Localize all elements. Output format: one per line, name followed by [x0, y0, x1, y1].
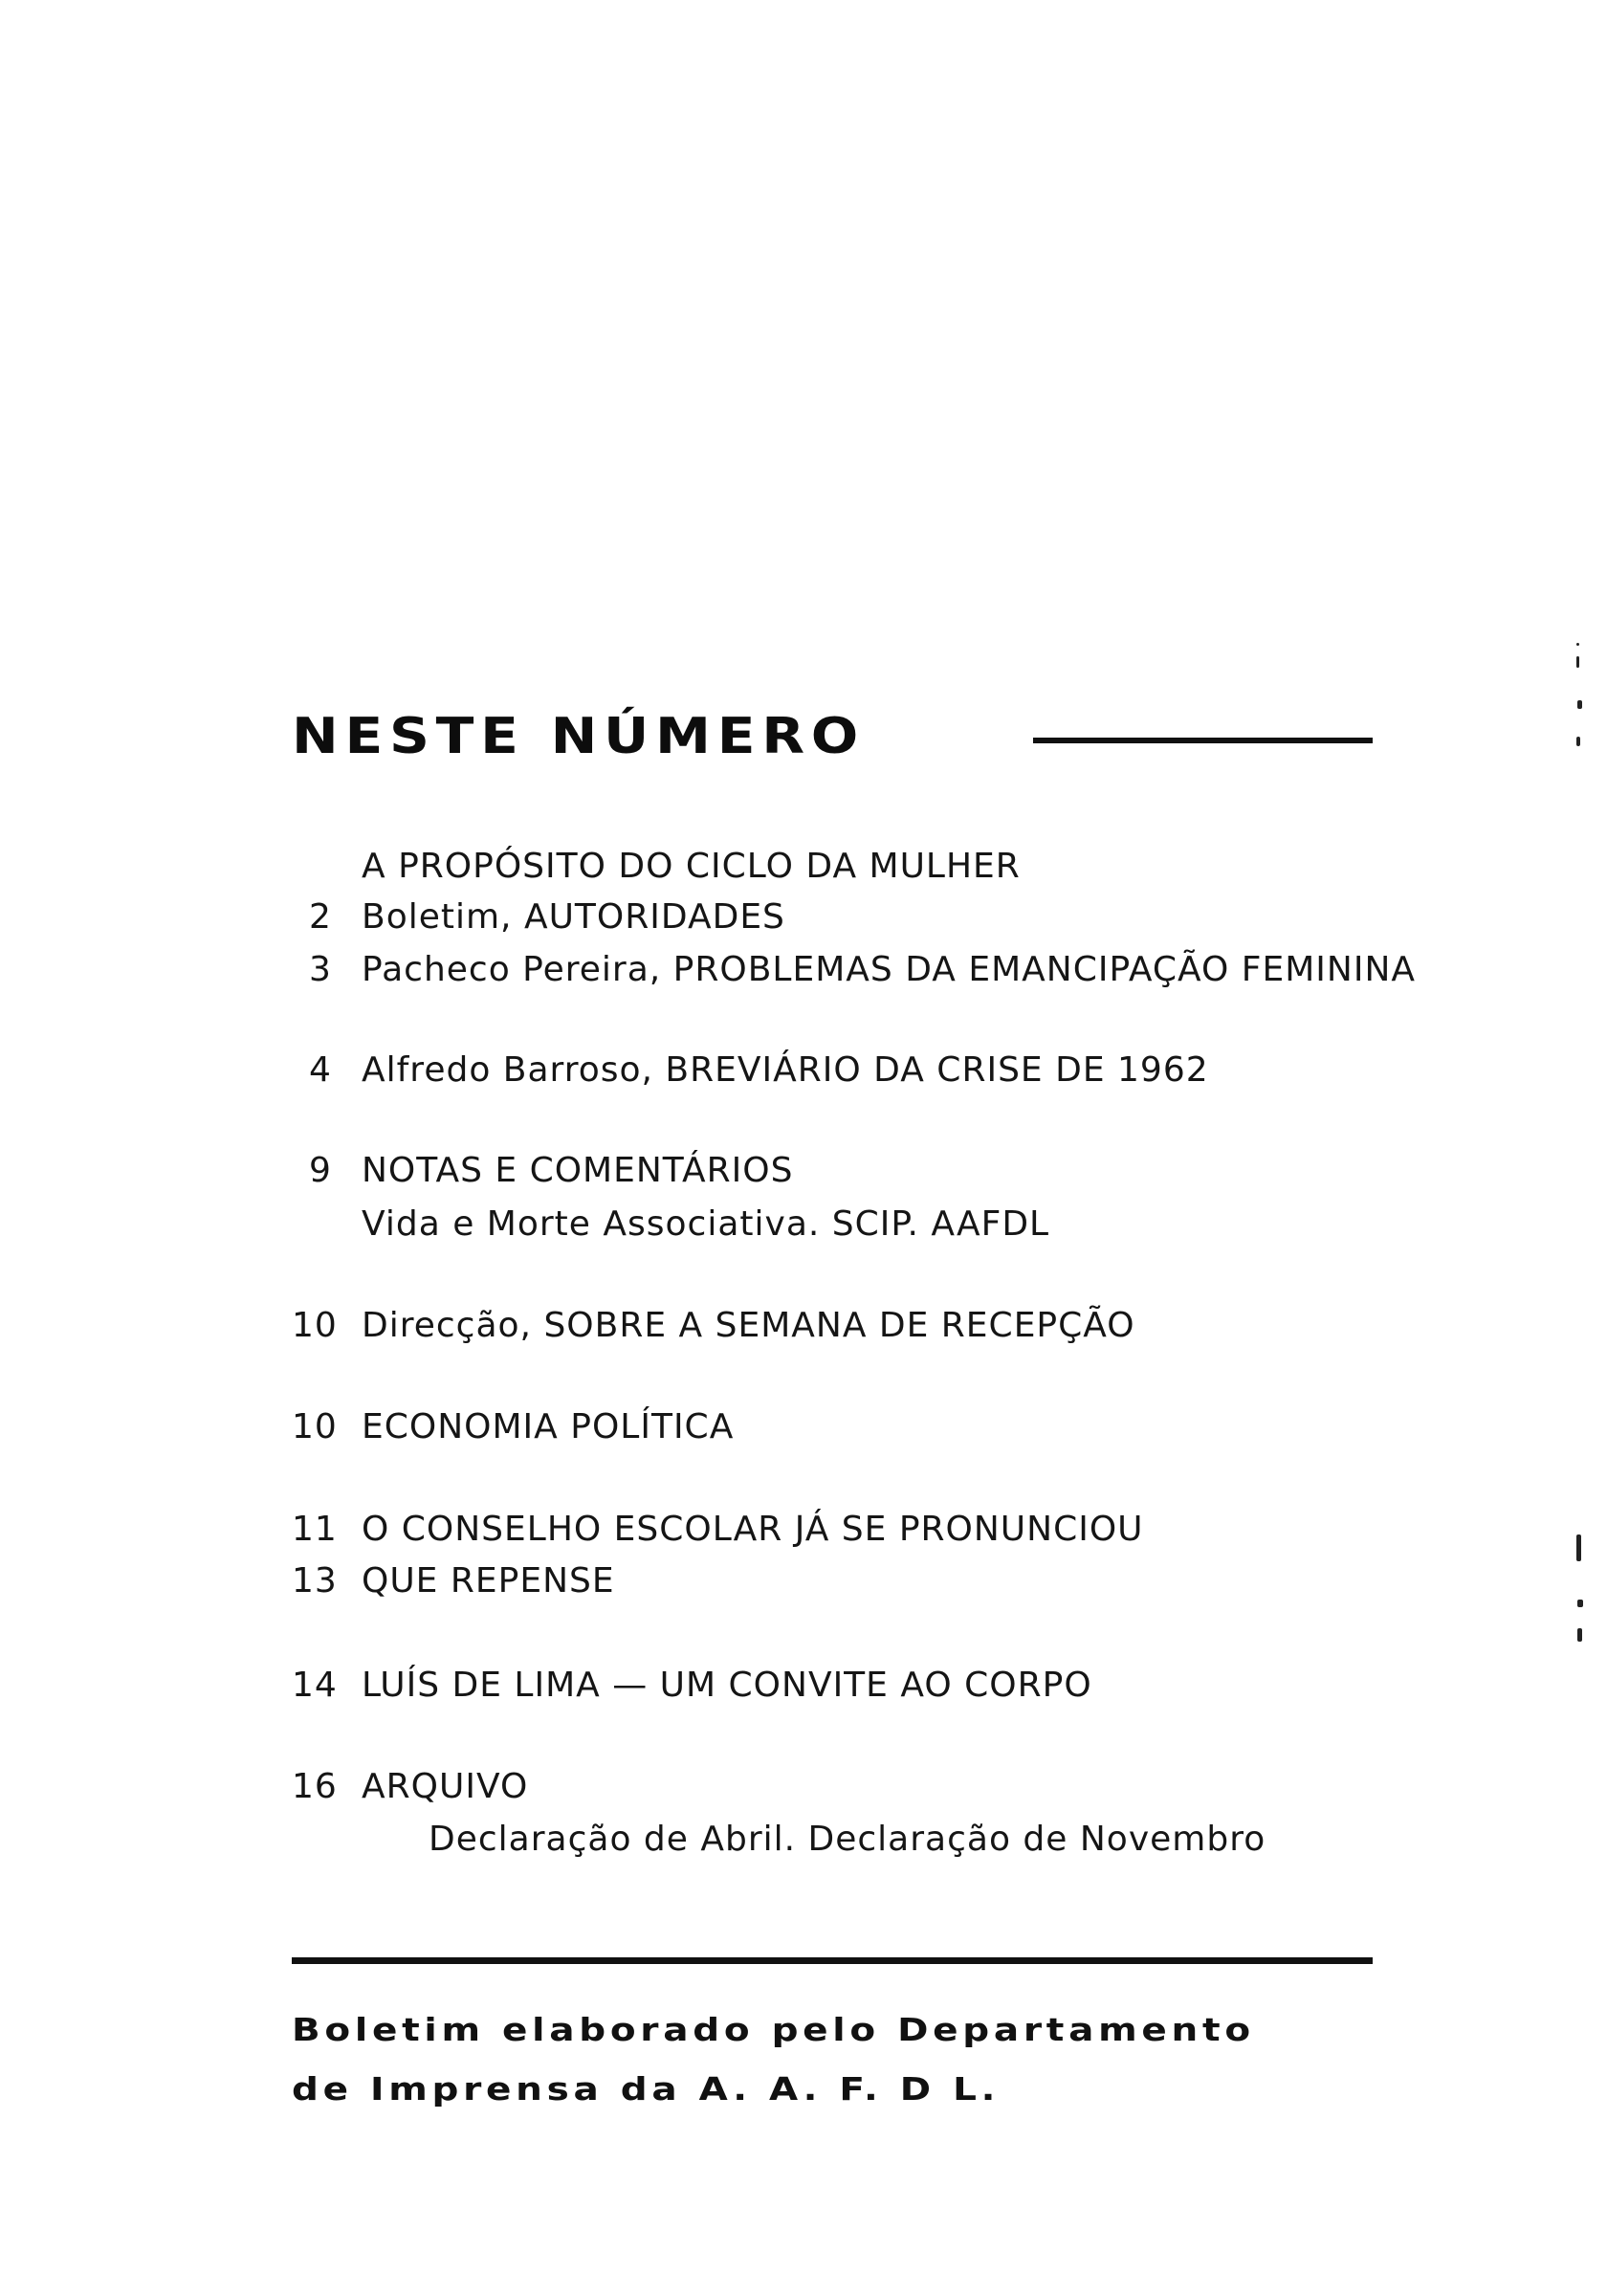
toc-entry-subtitle: Declaração de Abril. Declaração de Novembro: [429, 1820, 1266, 1859]
toc-page-number: 10: [292, 1306, 338, 1345]
toc-page-number: 9: [309, 1151, 332, 1190]
toc-entry-title: ARQUIVO: [362, 1767, 529, 1806]
toc-page-number: 3: [309, 950, 332, 989]
footer-credit-line-1: Boletim elaborado pelo Departamento: [292, 2011, 1255, 2048]
footer-credit-line-2: de Imprensa da A. A. F. D L.: [292, 2070, 1001, 2108]
toc-entry-subtitle: Vida e Morte Associativa. SCIP. AAFDL: [362, 1204, 1050, 1244]
toc-entry-title: NOTAS E COMENTÁRIOS: [362, 1151, 794, 1190]
scan-speck: [1576, 643, 1579, 646]
toc-page-number: 14: [292, 1666, 338, 1705]
toc-entry-title: Alfredo Barroso, BREVIÁRIO DA CRISE DE 1962: [362, 1050, 1209, 1090]
scan-speck: [1577, 700, 1582, 709]
scan-speck: [1576, 737, 1580, 746]
toc-entry-title: Direcção, SOBRE A SEMANA DE RECEPÇÃO: [362, 1306, 1135, 1345]
toc-page-number: 10: [292, 1407, 338, 1446]
toc-entry-title: Boletim, AUTORIDADES: [362, 897, 785, 937]
toc-page-number: 4: [309, 1050, 332, 1090]
toc-entry-title: O CONSELHO ESCOLAR JÁ SE PRONUNCIOU: [362, 1510, 1144, 1549]
bottom-rule: [292, 1957, 1373, 1964]
contents-heading: NESTE NÚMERO: [292, 708, 866, 765]
heading-rule: [1033, 738, 1373, 743]
toc-entry-title: LUÍS DE LIMA — UM CONVITE AO CORPO: [362, 1666, 1092, 1705]
toc-entry-title: ECONOMIA POLÍTICA: [362, 1407, 735, 1446]
scan-speck: [1576, 656, 1579, 668]
toc-page-number: 13: [292, 1561, 338, 1601]
scan-speck: [1576, 1534, 1581, 1561]
toc-entry-title: A PROPÓSITO DO CICLO DA MULHER: [362, 847, 1021, 886]
toc-page-number: 16: [292, 1767, 338, 1806]
toc-entry-title: QUE REPENSE: [362, 1561, 615, 1601]
contents-heading-row: [292, 703, 1373, 770]
scan-speck: [1577, 1628, 1582, 1642]
toc-page-number: 11: [292, 1510, 338, 1549]
scan-speck: [1577, 1600, 1583, 1607]
toc-entry-title: Pacheco Pereira, PROBLEMAS DA EMANCIPAÇÃO FEMININA: [362, 950, 1417, 989]
toc-page-number: 2: [309, 897, 332, 937]
